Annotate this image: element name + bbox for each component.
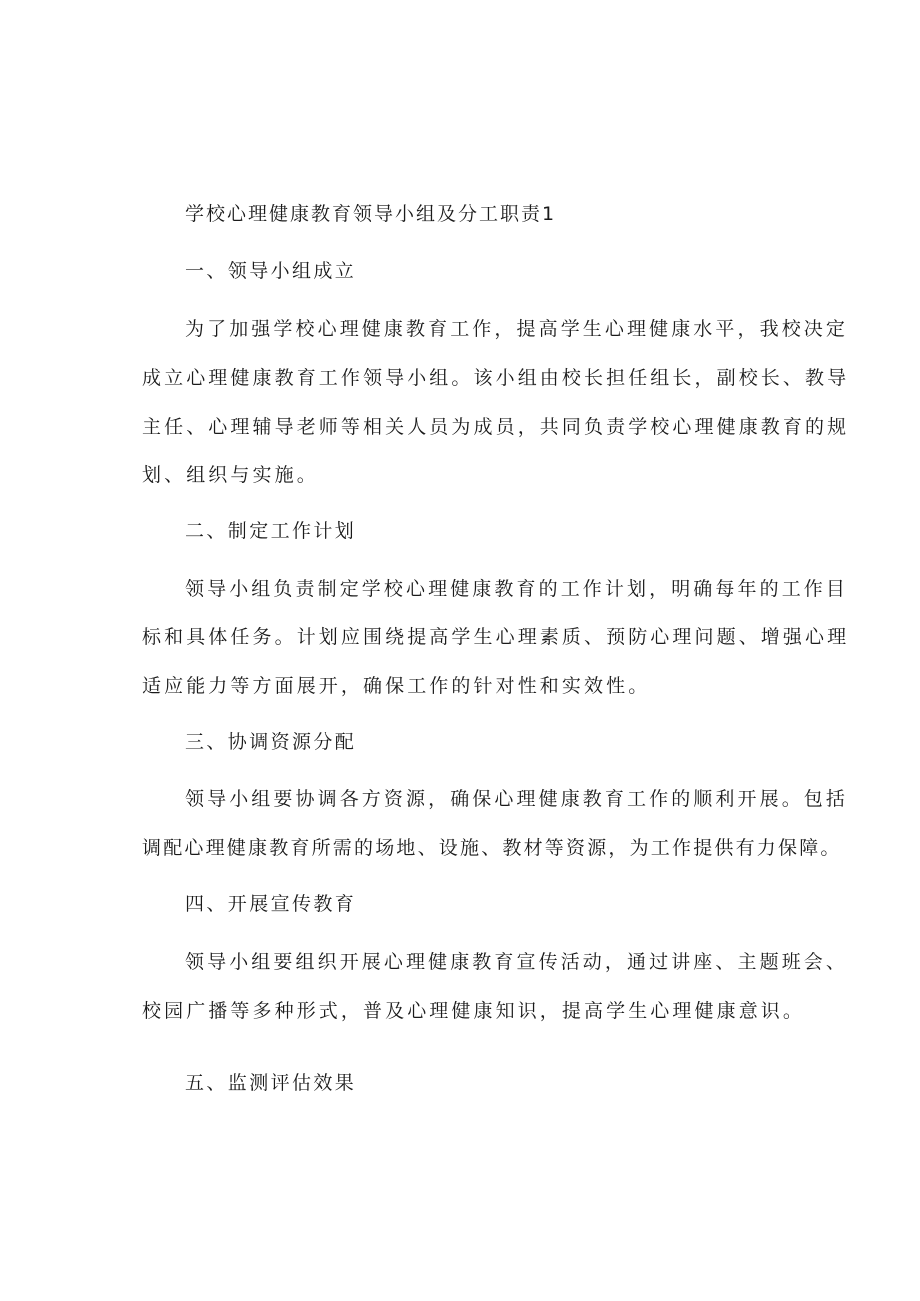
paragraph-line: 成立心理健康教育工作领导小组。该小组由校长担任组长，副校长、教导: [142, 367, 850, 389]
paragraph-line: 调配心理健康教育所需的场地、设施、教材等资源，为工作提供有力保障。: [142, 837, 842, 859]
paragraph-line: 领导小组要协调各方资源，确保心理健康教育工作的顺利开展。包括: [185, 788, 849, 810]
paragraph-line: 领导小组负责制定学校心理健康教育的工作计划，明确每年的工作目: [185, 578, 849, 600]
section-heading: 三、协调资源分配: [185, 731, 357, 753]
section-heading: 五、监测评估效果: [185, 1072, 357, 1094]
paragraph-line: 领导小组要组织开展心理健康教育宣传活动，通过讲座、主题班会、: [185, 951, 849, 973]
paragraph-line: 划、组织与实施。: [142, 464, 319, 486]
section-heading: 一、领导小组成立: [185, 260, 357, 282]
paragraph-line: 标和具体任务。计划应围绕提高学生心理素质、预防心理问题、增强心理: [142, 626, 850, 648]
paragraph-line: 适应能力等方面展开，确保工作的针对性和实效性。: [142, 675, 651, 697]
section-heading: 二、制定工作计划: [185, 520, 357, 542]
document-title: 学校心理健康教育领导小组及分工职责1: [185, 203, 557, 225]
paragraph-line: 校园广播等多种形式，普及心理健康知识，提高学生心理健康意识。: [142, 1000, 806, 1022]
paragraph-line: 为了加强学校心理健康教育工作，提高学生心理健康水平，我校决定: [185, 318, 849, 340]
section-heading: 四、开展宣传教育: [185, 893, 357, 915]
paragraph-line: 主任、心理辅导老师等相关人员为成员，共同负责学校心理健康教育的规: [142, 416, 850, 438]
